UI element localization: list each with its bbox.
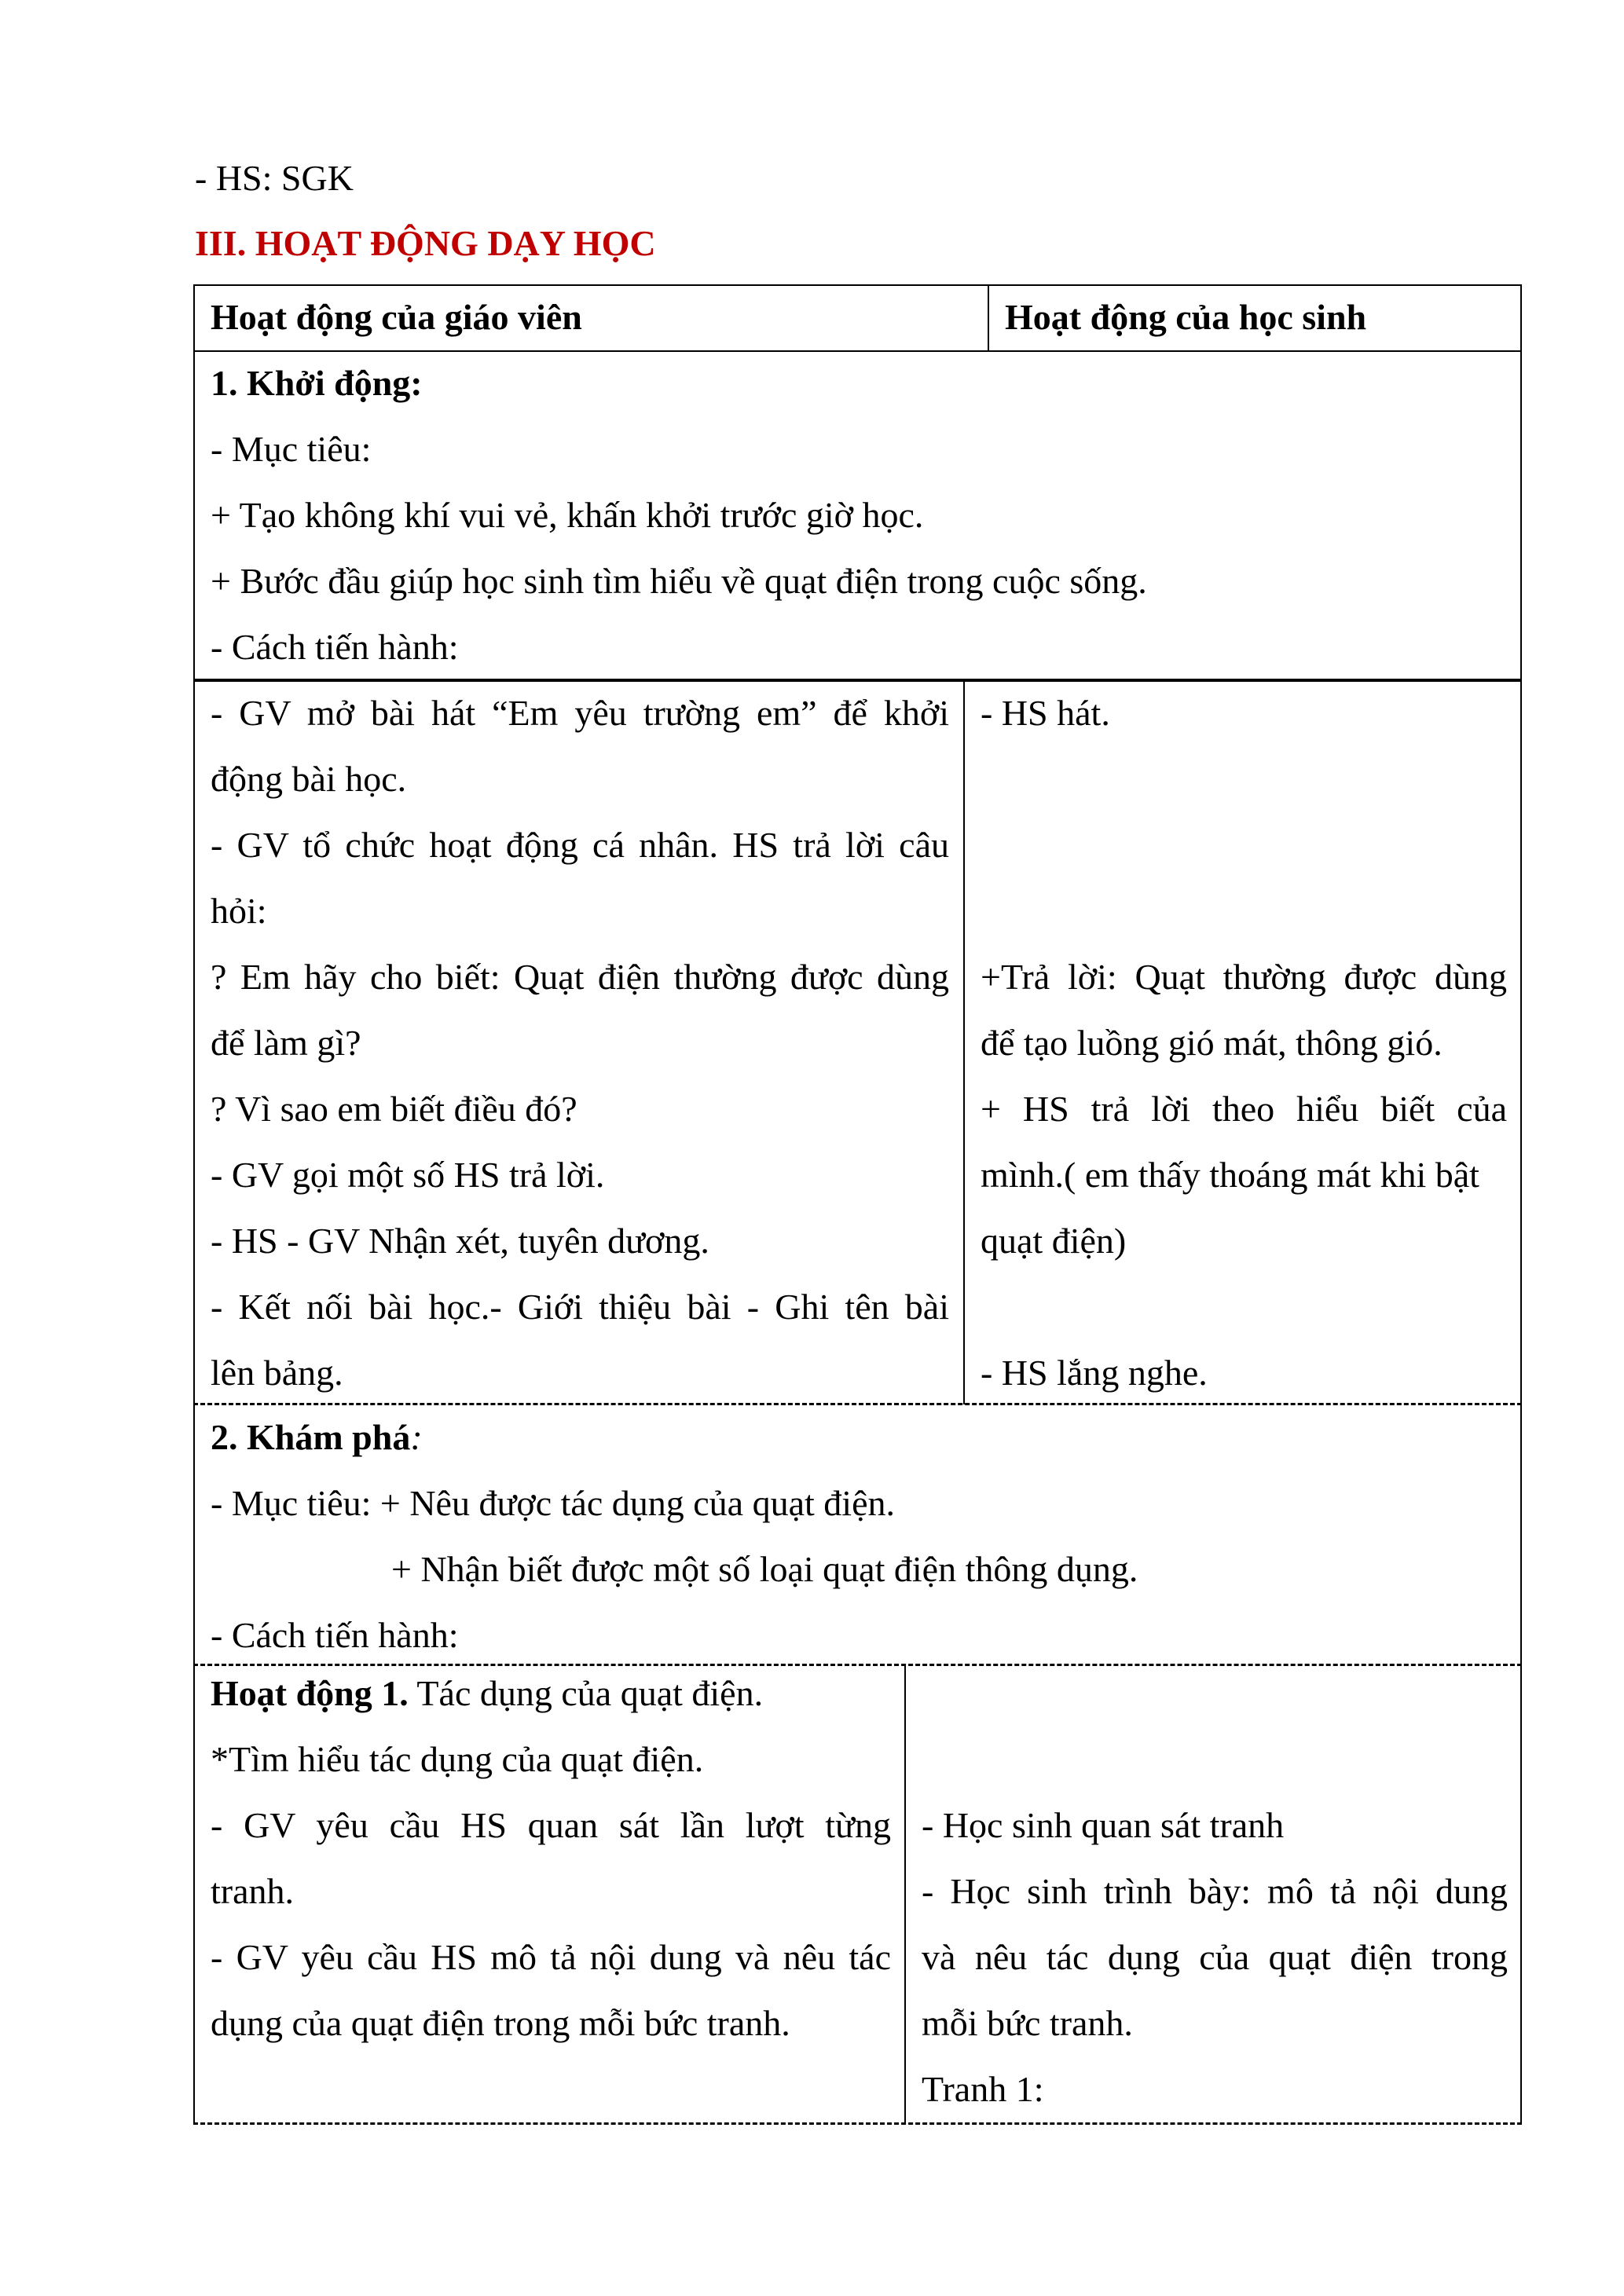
teacher-line: ? Em hãy cho biết: Quạt điện thường được dùng xyxy=(211,957,949,997)
teacher-line: động bài học. xyxy=(211,759,407,799)
part2-student-cell xyxy=(904,1665,1522,2124)
student-line: - Học sinh quan sát tranh xyxy=(922,1805,1285,1845)
part1-objective-2: + Bước đầu giúp học sinh tìm hiểu về quạt điện trong cuộc sống. xyxy=(211,561,1147,601)
part2-intro-cell xyxy=(193,1404,1522,1665)
student-line: để tạo luồng gió mát, thông gió. xyxy=(981,1023,1443,1063)
activity-title-bold: Hoạt động 1. xyxy=(211,1673,409,1713)
student-line: mình.( em thấy thoáng mát khi bật xyxy=(981,1155,1479,1195)
part1-intro-cell xyxy=(193,350,1522,682)
part2-title-text: 2. Khám phá xyxy=(211,1417,411,1457)
part2-title xyxy=(211,1404,423,1470)
teacher-line: ? Vì sao em biết điều đó? xyxy=(211,1089,577,1129)
student-line: - HS hát. xyxy=(981,693,1110,733)
part2-objective-2: + Nhận biết được một số loại quạt điện thông dụng. xyxy=(391,1549,1138,1589)
part2-procedure-label: - Cách tiến hành: xyxy=(211,1615,459,1655)
teacher-line: lên bảng. xyxy=(211,1353,343,1393)
student-line: và nêu tác dụng của quạt điện trong xyxy=(922,1937,1508,1977)
materials-line: - HS: SGK xyxy=(195,158,354,198)
part2-student-text xyxy=(922,1661,1508,2122)
section-heading: III. HOẠT ĐỘNG DẠY HỌC xyxy=(195,223,656,263)
dashed-divider xyxy=(193,2122,1522,2125)
student-line: - HS lắng nghe. xyxy=(981,1353,1208,1393)
header-cell-teacher xyxy=(193,284,989,352)
part1-procedure-label: - Cách tiến hành: xyxy=(211,627,459,667)
activity-title xyxy=(211,1661,891,1727)
student-line xyxy=(981,878,1507,944)
part1-objective-1: + Tạo không khí vui vẻ, khấn khởi trước giờ học. xyxy=(211,495,924,535)
student-line xyxy=(981,1274,1507,1340)
part1-teacher-cell xyxy=(193,679,965,1404)
teacher-line: - GV mở bài hát “Em yêu trường em” để khởi xyxy=(211,693,949,733)
teacher-line: - HS - GV Nhận xét, tuyên dương. xyxy=(211,1221,709,1261)
student-line: + HS trả lời theo hiểu biết của xyxy=(981,1089,1507,1129)
part1-teacher-text xyxy=(211,680,949,1406)
student-line: Tranh 1: xyxy=(922,2069,1044,2109)
teacher-line: - GV gọi một số HS trả lời. xyxy=(211,1155,605,1195)
teacher-line: dụng của quạt điện trong mỗi bức tranh. xyxy=(211,2003,790,2043)
student-line xyxy=(922,1661,1508,1727)
student-line xyxy=(922,1727,1508,1792)
teacher-line: - GV yêu cầu HS quan sát lần lượt từng xyxy=(211,1805,891,1845)
student-line: quạt điện) xyxy=(981,1221,1127,1261)
activity-title-rest: Tác dụng của quạt điện. xyxy=(408,1673,764,1713)
part2-title-colon: : xyxy=(410,1417,423,1457)
student-line: - Học sinh trình bày: mô tả nội dung xyxy=(922,1871,1508,1911)
teacher-line: - GV tổ chức hoạt động cá nhân. HS trả lời câu xyxy=(211,825,949,865)
student-line xyxy=(981,746,1507,812)
part1-title: 1. Khởi động: xyxy=(211,363,423,403)
teacher-line: tranh. xyxy=(211,1871,295,1911)
part2-teacher-text xyxy=(211,1661,891,2056)
student-line: mỗi bức tranh. xyxy=(922,2003,1133,2043)
part1-student-text xyxy=(981,680,1507,1406)
part2-objective-1: - Mục tiêu: + Nêu được tác dụng của quạt điện. xyxy=(211,1483,895,1523)
header-cell-student xyxy=(988,284,1522,352)
header-teacher-label: Hoạt động của giáo viên xyxy=(211,297,582,337)
teacher-line: để làm gì? xyxy=(211,1023,361,1063)
student-line xyxy=(981,812,1507,878)
teacher-line: hỏi: xyxy=(211,891,267,931)
teacher-line: *Tìm hiểu tác dụng của quạt điện. xyxy=(211,1739,704,1779)
part2-teacher-cell xyxy=(193,1665,906,2124)
part1-objective-label: - Mục tiêu: xyxy=(211,429,372,469)
student-line: +Trả lời: Quạt thường được dùng xyxy=(981,957,1507,997)
teacher-line: - Kết nối bài học.- Giới thiệu bài - Ghi tên bài xyxy=(211,1287,949,1327)
part1-student-cell xyxy=(963,679,1522,1404)
header-student-label: Hoạt động của học sinh xyxy=(1005,297,1367,337)
teacher-line: - GV yêu cầu HS mô tả nội dung và nêu tác xyxy=(211,1937,891,1977)
